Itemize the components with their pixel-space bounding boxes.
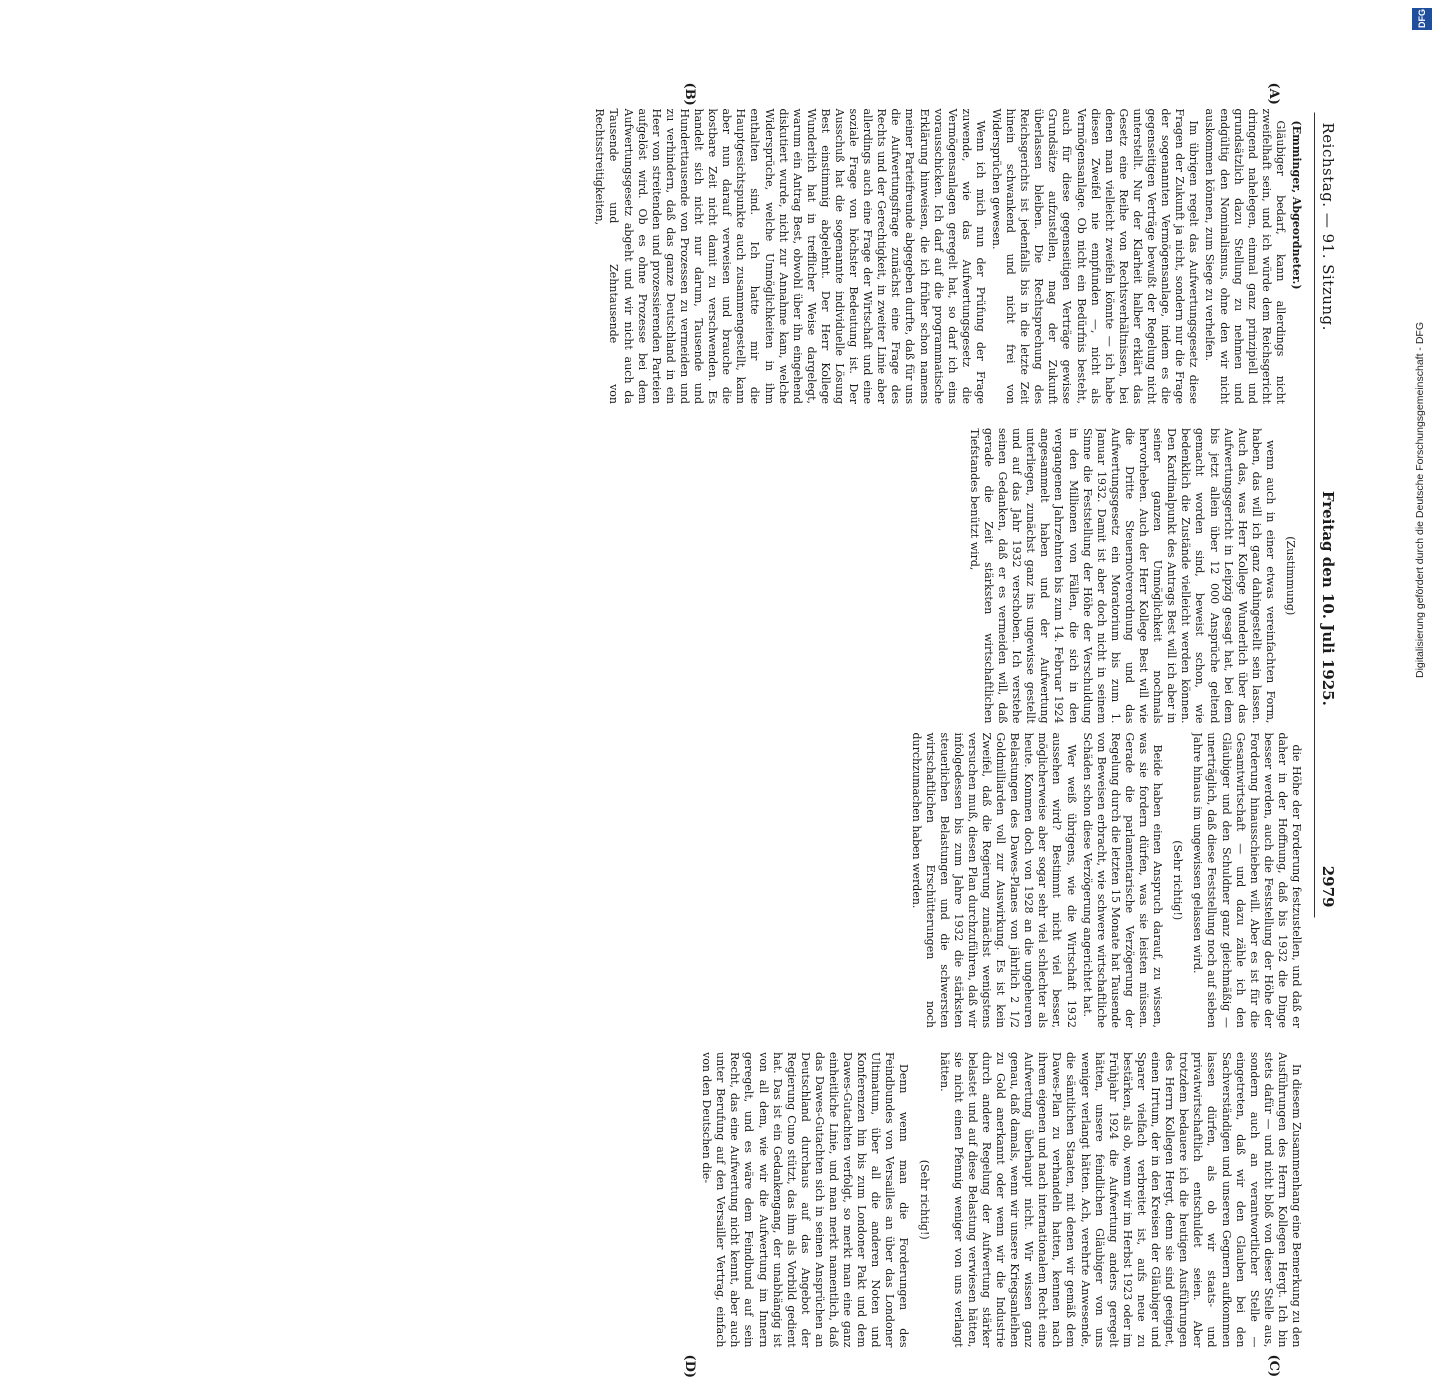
column-2 xyxy=(47,428,1303,724)
page-number: 2979 xyxy=(1319,866,1337,938)
header-date: Freitag den 10. Juli 1925. xyxy=(1319,491,1337,706)
speaker-label: (Emminger, Abgeordneter.) xyxy=(1289,109,1303,405)
header-session: Reichstag. — 91. Sitzung. xyxy=(1319,63,1337,331)
interjection: (Sehr richtig!) xyxy=(1170,733,1184,1029)
left-half xyxy=(47,109,1303,724)
paragraph: Im übrigen regelt das Aufwertungsgesetz diese Fragen der Zukunft ja nicht, sondern nur die Frage der sogenannten Vermögensanlage, indem es die gegenseitigen Verträge bewußt der Regelung nicht unterstellt. Nur der Klarheit halber erklärt das Gesetz eine Reihe von Rechtsverhältnissen, bei denen man vielleicht zweifeln könnte — ich habe diesen Zweifel nie empfunden —, nicht als Vermögensanlage. Ob nicht ein Bedürfnis besteht, auch für diese gegenseitigen Verträge gewisse Grundsätze aufzustellen, mag der Zukunft überlassen bleiben. Die Rechtsprechung des Reichsgerichts ist jedenfalls bis in die letzte Zeit hinein schwankend und nicht frei von Widersprüchen gewesen. xyxy=(989,109,1200,405)
column-1 xyxy=(47,109,1303,405)
paragraph: Gläubiger bedarf, kann allerdings nicht zweifelhaft sein, und ich würde dem Reichsgericht dringend nahelegen, einmal ganz prinzipiell und grundsätzlich dazu Stellung zu nehmen und endgültig den Nominalismus, ohne den wir nicht auskommen können, zum Siege zu verhelfen. xyxy=(1202,109,1287,405)
digitization-credit-text: Digitalisierung gefördert durch die Deutsche Forschungsgemeinschaft - DFG xyxy=(1414,322,1426,678)
paragraph: Wer weiß übrigens, wie die Wirtschaft 1932 aussehen wird? Bestimmt nicht viel besser, möglicherweise aber sogar sehr viel schlechter als heute. Kommen doch von 1928 an die ungeheuren Belastungen des Dawes-Planes von jährlich 2 1/2 Goldmilliarden voll zur Auswirkung. Es ist kein Zweifel, daß die Regierung zunächst wenigstens versuchen muß, diesen Plan durchzuführen, daß wir infolgedessen bis zum Jahre 1932 die stärksten steuerlichen Belastungen und die schwersten wirtschaftlichen Erschütterungen noch durchzumachen haben werden. xyxy=(908,733,1077,1029)
paragraph: die Höhe der Forderung festzustellen, und daß er daher in der Hoffnung, daß bis 1932 die Dinge besser werden, auch die Feststellung der Höhe der Forderung hinausschieben will. Aber es ist für die Gesamtwirtschaft — und dazu zähle ich den Gläubiger und den Schuldner ganz gleichmäßig — unerträglich, daß diese Feststellung noch auf sieben Jahre hinaus im ungewissen gelassen wird. xyxy=(1190,733,1303,1029)
paragraph: In diesem Zusammenhang eine Bemerkung zu den Ausführungen des Herrn Kollegen Hergt. Ich bin stets dafür — und nicht bloß von dieser Stelle aus, sondern auch an verantwortlicher Stelle — eingetreten, daß wir den Glauben bei den Sachverständigen und unseren Gegnern aufkommen lassen dürfen, als ob wir staats- und privatwirtschaftlich entschuldet seien. Aber trotzdem bedauere ich die heutigen Ausführungen des Herrn Kollegen Hergt, denn sie sind geeignet, einen Irrtum, der in den Kreisen der Gläubiger und Sparer vielfach verbreitet ist, aufs neue zu bestärken, als ob, wenn wir im Herbst 1923 oder im Frühjahr 1924 die Aufwertung anders geregelt hätten, unsere feindlichen Gläubiger von uns weniger verlangt hätten. Ach, verehrte Anwesende, die sämtlichen Staaten, mit denen wir gemäß dem Dawes-Plan zu verhandeln hatten, kennen nach ihrem eigenen und nach internationalem Recht eine Aufwertung überhaupt nicht. Wir wissen ganz genau, daß damals, wenn wir unsere Kriegsanleihen zu Gold anerkannt oder wenn wir die Industrie durch andere Regelung der Aufwertung stärker belastet und auf diese Belastung verwiesen hätten, sie nicht einen Pfennig weniger von uns verlangt hätten. xyxy=(937,1052,1303,1348)
document-page xyxy=(39,63,1359,938)
interjection: (Sehr richtig!) xyxy=(916,1052,930,1348)
paragraph: Beide haben einen Anspruch darauf, zu wissen, was sie fordern dürfen, was sie leisten müssen. Gerade die parlamentarische Verzögerung der Regelung durch die letzten 15 Monate hat Tausende von Beweisen erbracht, wie schwere wirtschaftliche Schäden schon diese Verzögerung angerichtet hat. xyxy=(1080,733,1165,1029)
page-header xyxy=(1319,63,1359,938)
interjection: (Zustimmung) xyxy=(1283,428,1297,724)
margin-marker-b: (B) xyxy=(682,83,697,106)
column-3 xyxy=(47,733,1303,1029)
header-rule xyxy=(1314,113,1315,918)
column-4 xyxy=(47,1052,1303,1348)
paragraph: wenn auch in einer etwas vereinfachten Form, haben, das will ich ganz dahingestellt sein lassen. Auch das, was Herr Kollege Wunderlich über das Aufwertungsgericht in Leipzig gesagt hat, bei dem bis jetzt allein über 12 000 Ansprüche geltend gemacht worden sind, beweist schon, wie bedenklich die Zustände vielleicht werden können. Den Kardinalpunkt des Antrags Best will ich aber in seiner ganzen Unmöglichkeit nochmals hervorheben. Auch der Herr Kollege Best will wie die Dritte Steuernotverordnung und das Aufwertungsgesetz ein Moratorium bis zum 1. Januar 1932. Damit ist aber doch nicht in seinem Sinne die Feststellung der Höhe der Verschuldung in den Millionen von Fällen, die sich in den vergangenen Jahrzehnten bis zum 14. Februar 1924 angesammelt haben und der Aufwertung unterliegen, zunächst ganz ins ungewisse gestellt und auf das Jahr 1932 verschoben. Ich verstehe seinen Gedanken, daß er es vermeiden will, daß gerade die Zeit stärksten wirtschaftlichen Tiefstandes benützt wird, xyxy=(967,428,1277,724)
dfg-logo: DFG xyxy=(1412,8,1432,30)
margin-marker-d: (D) xyxy=(682,1355,697,1378)
margin-marker-a: (A) xyxy=(1266,83,1281,105)
right-half xyxy=(47,733,1303,1348)
margin-marker-c: (C) xyxy=(1266,1355,1281,1378)
digitization-credit xyxy=(1412,10,1428,990)
paragraph: Wenn ich mich nun der Prüfung der Frage zuwende, wie das Aufwertungsgesetz die Vermögensanlagen geregelt hat, so darf ich eins vorausschicken. Ich darf auf die programmatische Erklärung hinweisen, die ich früher schon namens meiner Parteifreunde abgegeben durfte, daß für uns die Aufwertungsfrage zunächst eine Frage des Rechts und der Gerechtigkeit, in zweiter Linie aber allerdings auch eine Frage der Wirtschaft und eine soziale Frage von höchster Bedeutung ist. Der Ausschuß hat die sogenannte individuelle Lösung Best einstimmig abgelehnt. Der Herr Kollege Wunderlich hat in trefflicher Weise dargelegt, warum ein Antrag Best, obwohl über ihn eingehend diskutiert wurde, nicht zur Annahme kam, welche Widersprüche, welche Unmöglichkeiten in ihm enthalten sind. Ich hatte mir die Hauptgesichtspunkte auch zusammengestellt, kann aber nun darauf verweisen und brauche die kostbare Zeit nicht damit zu verschwenden. Es handelt sich nicht nur darum, Tausende und Hunderttausende von Prozessen zu vermeiden und zu verhindern, daß das ganze Deutschland in ein Heer von streitenden und prozessierenden Parteien aufgelöst wird. Ob es ohne Prozesse bei dem Aufwertungsgesetz abgeht und wir nicht auch da Tausende und Zehntausende von Rechtsstreitigkeiten, xyxy=(592,109,987,405)
paragraph: Denn wenn man die Forderungen des Feindbundes von Versailles an über das Londoner Ultimatum, über all die anderen Noten und Konferenzen hin bis zum Londoner Pakt und dem Dawes-Gutachten verfolgt, so merkt man eine ganz einheitliche Linie, und man merkt namentlich, daß das Dawes-Gutachten sich in seinen Ansprüchen an Deutschland durchaus auf das Angebot der Regierung Cuno stützt, das ihm als Vorbild gedient hat. Das ist ein Gedankengang, der unabhängig ist von all dem, wie wir die Aufwertung im Innern geregelt, und es wäre dem Feindbund auf sein Recht, das eine Aufwertung nicht kennt, aber auch unter Berufung auf den Versailler Vertrag, einfach von den Deutschen die- xyxy=(699,1052,910,1348)
